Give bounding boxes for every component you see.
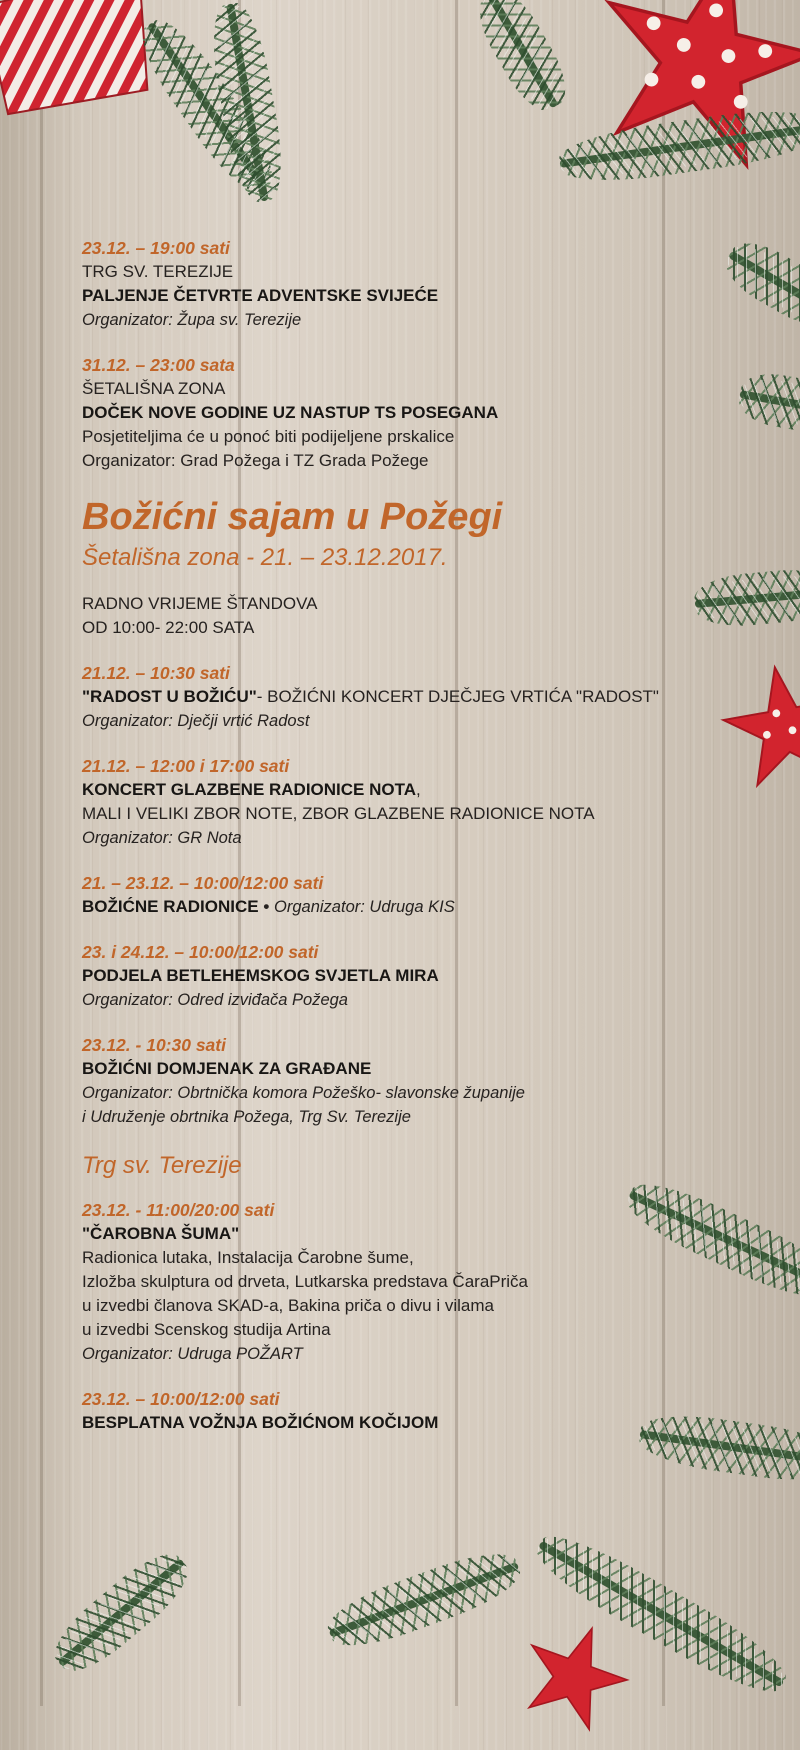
event-title: DOČEK NOVE GODINE UZ NASTUP TS POSEGANA	[82, 403, 499, 422]
hours-value: OD 10:00- 22:00 SATA	[82, 618, 255, 637]
event-title: "RADOST U BOŽIĆU"	[82, 687, 257, 706]
event-item	[82, 1387, 782, 1435]
event-description-line: u izvedbi članova SKAD-a, Bakina priča o divu i vilama	[82, 1296, 494, 1315]
event-title: KONCERT GLAZBENE RADIONICE NOTA	[82, 780, 417, 799]
event-title-line	[82, 685, 782, 709]
event-date: 21. – 23.12. – 10:00/12:00 sati	[82, 873, 324, 893]
event-title: BOŽIĆNE RADIONICE	[82, 897, 259, 916]
event-organizer: Organizator: Dječji vrtić Radost	[82, 712, 310, 730]
program-content	[82, 236, 782, 1456]
hours-label: RADNO VRIJEME ŠTANDOVA	[82, 594, 318, 613]
fir-branch-icon	[329, 1562, 520, 1638]
event-title-line	[82, 895, 782, 919]
fir-branch-icon	[487, 0, 559, 109]
event-organizer: Organizator: Obrtnička komora Požeško- slavonske županije	[82, 1084, 525, 1102]
event-date: 23.12. – 19:00 sati	[82, 238, 230, 258]
event-date: 23. i 24.12. – 10:00/12:00 sati	[82, 942, 319, 962]
red-star-ornament-icon	[505, 1605, 646, 1746]
event-date: 21.12. – 10:30 sati	[82, 663, 230, 683]
fair-subtitle: Šetališna zona - 21. – 23.12.2017.	[82, 544, 448, 571]
event-item	[82, 1198, 782, 1366]
event-organizer: Organizator: GR Nota	[82, 829, 242, 847]
event-title: BOŽIĆNI DOMJENAK ZA GRAĐANE	[82, 1059, 372, 1078]
event-description-line: Radionica lutaka, Instalacija Čarobne šume,	[82, 1248, 414, 1267]
event-detail: MALI I VELIKI ZBOR NOTE, ZBOR GLAZBENE RADIONICE NOTA	[82, 804, 595, 823]
event-date: 31.12. – 23:00 sata	[82, 355, 235, 375]
event-item	[82, 353, 782, 473]
event-organizer: Organizator: Grad Požega i TZ Grada Požege	[82, 451, 429, 470]
event-date: 21.12. – 12:00 i 17:00 sati	[82, 756, 290, 776]
event-item	[82, 940, 782, 1012]
event-date: 23.12. – 10:00/12:00 sati	[82, 1389, 280, 1409]
event-place: TRG SV. TEREZIJE	[82, 262, 234, 281]
event-organizer: Organizator: Udruga POŽART	[82, 1345, 303, 1363]
event-description-line: u izvedbi Scenskog studija Artina	[82, 1320, 331, 1339]
event-organizer: Organizator: Udruga KIS	[274, 898, 455, 916]
event-note: Posjetiteljima će u ponoć biti podijeljene prskalice	[82, 427, 455, 446]
event-item	[82, 871, 782, 919]
event-description-line: Izložba skulptura od drveta, Lutkarska predstava ČaraPriča	[82, 1272, 529, 1291]
event-title: PODJELA BETLEHEMSKOG SVJETLA MIRA	[82, 966, 439, 985]
square-section-title: Trg sv. Terezije	[82, 1152, 242, 1179]
event-title: BESPLATNA VOŽNJA BOŽIĆNOM KOČIJOM	[82, 1413, 439, 1432]
fair-opening-hours	[82, 592, 782, 640]
event-title-line	[82, 778, 782, 802]
event-item	[82, 1033, 782, 1129]
event-item	[82, 236, 782, 332]
event-title: PALJENJE ČETVRTE ADVENTSKE SVIJEĆE	[82, 286, 439, 305]
event-organizer: Organizator: Župa sv. Terezije	[82, 311, 302, 329]
bullet-separator: •	[258, 897, 275, 916]
event-title: "ČAROBNA ŠUMA"	[82, 1224, 240, 1243]
event-place: ŠETALIŠNA ZONA	[82, 379, 226, 398]
event-title-rest: - BOŽIĆNI KONCERT DJEČJEG VRTIĆA "RADOST"	[256, 687, 659, 706]
event-date: 23.12. - 11:00/20:00 sati	[82, 1200, 275, 1220]
fair-title: Božićni sajam u Požegi	[82, 496, 503, 538]
wood-seam	[40, 0, 43, 1706]
event-title-tail: ,	[416, 780, 421, 799]
event-date: 23.12. - 10:30 sati	[82, 1035, 226, 1055]
event-item	[82, 754, 782, 850]
event-organizer-line2: i Udruženje obrtnika Požega, Trg Sv. Terezije	[82, 1108, 411, 1126]
fir-branch-icon	[57, 1558, 185, 1667]
event-organizer: Organizator: Odred izviđača Požega	[82, 991, 348, 1009]
event-item	[82, 661, 782, 733]
